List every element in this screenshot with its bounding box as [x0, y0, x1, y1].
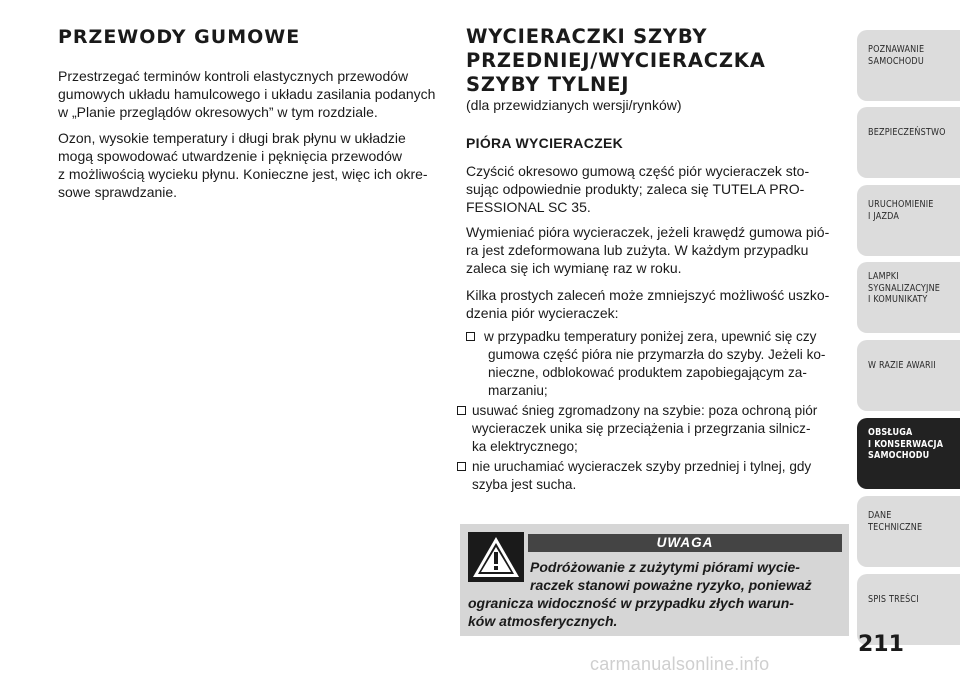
text-line: w „Planie przeglądów okresowych” w tym rozdziale.	[58, 104, 378, 120]
section-heading-wipers	[466, 25, 856, 97]
tab-label: POZNAWANIE SAMOCHODU	[868, 44, 925, 67]
text-line: Podróżowanie z zużytymi piórami wycie-	[530, 559, 800, 575]
text-line: zaleca się ich wymianę raz w roku.	[466, 260, 682, 276]
tab-obsluga-i-konserwacja[interactable]	[857, 418, 960, 489]
text-line: ków atmosferycznych.	[468, 613, 618, 629]
warning-label: UWAGA	[528, 534, 842, 552]
warning-text	[468, 558, 843, 630]
list-item	[466, 328, 852, 400]
tab-w-razie-awarii[interactable]	[857, 340, 960, 411]
versions-note: (dla przewidzianych wersji/rynków)	[466, 97, 682, 113]
tab-dane-techniczne[interactable]	[857, 496, 960, 567]
heading-line: PRZEDNIEJ/WYCIERACZKA	[466, 49, 766, 72]
text-line: gumowych układu hamulcowego i układu zasilania podanych	[58, 86, 436, 102]
bullet-line: szyba jest sucha.	[472, 477, 577, 492]
text-line: sowe sprawdzanie.	[58, 184, 178, 200]
text-line: ogranicza widoczność w przypadku złych warun-	[468, 595, 794, 611]
watermark: carmanualsonline.info	[590, 654, 770, 674]
bullet-line: gumowa część pióra nie przymarzła do szyby. Jeżeli ko-	[488, 347, 826, 362]
heading-line: SZYBY TYLNEJ	[466, 73, 630, 96]
tab-label: BEZPIECZEŃSTWO	[868, 127, 946, 138]
subsection-heading-blades: PIÓRA WYCIERACZEK	[466, 135, 624, 151]
text-line: Przestrzegać terminów kontroli elastycznych przewodów	[58, 68, 409, 84]
text-line: Czyścić okresowo gumową część piór wycieraczek sto-	[466, 163, 810, 179]
tab-lampki-sygnalizacyjne[interactable]	[857, 262, 960, 333]
checkbox-bullet-icon	[457, 462, 466, 471]
bullet-line: ka elektrycznego;	[472, 439, 578, 454]
hoses-paragraph-1	[58, 67, 438, 121]
text-line: ra jest zdeformowana lub zużyta. W każdym przypadku	[466, 242, 809, 258]
tab-label: URUCHOMIENIE I JAZDA	[868, 199, 934, 222]
checkbox-bullet-icon	[457, 406, 466, 415]
text-line: FESSIONAL SC 35.	[466, 199, 591, 215]
tab-bezpieczenstwo[interactable]	[857, 107, 960, 178]
blades-paragraph-1	[466, 162, 852, 216]
bullet-line: nieczne, odblokować produktem zapobiegającym za-	[488, 365, 807, 380]
tab-label: OBSŁUGA I KONSERWACJA SAMOCHODU	[868, 427, 944, 461]
list-item	[457, 458, 852, 494]
bullet-first-line: usuwać śnieg zgromadzony na szybie: poza ochroną piór	[472, 403, 818, 418]
bullet-first-line: w przypadku temperatury poniżej zera, upewnić się czy	[484, 329, 817, 344]
text-line: sując odpowiednie produkty; zaleca się TUTELA PRO-	[466, 181, 805, 197]
text-line: Ozon, wysokie temperatury i długi brak płynu w układzie	[58, 130, 406, 146]
tab-poznawanie-samochodu[interactable]	[857, 30, 960, 101]
tab-label: DANE TECHNICZNE	[868, 510, 923, 533]
list-item	[457, 402, 852, 456]
page-number: 211	[858, 632, 904, 657]
tab-label: LAMPKI SYGNALIZACYJNE I KOMUNIKATY	[868, 271, 941, 305]
text-line: dzenia piór wycieraczek:	[466, 305, 619, 321]
text-line: raczek stanowi poważne ryzyko, ponieważ	[530, 577, 812, 593]
icon-spacer	[468, 558, 530, 582]
blades-paragraph-3	[466, 286, 852, 322]
section-heading-hoses: PRZEWODY GUMOWE	[58, 26, 301, 48]
blades-paragraph-2	[466, 223, 852, 277]
heading-line: WYCIERACZKI SZYBY	[466, 25, 708, 48]
bullet-first-line: nie uruchamiać wycieraczek szyby przedniej i tylnej, gdy	[472, 459, 812, 474]
text-line: mogą spowodować utwardzenie i pęknięcia przewodów	[58, 148, 402, 164]
text-line: Wymieniać pióra wycieraczek, jeżeli krawędź gumowa pió-	[466, 224, 830, 240]
hoses-paragraph-2	[58, 129, 438, 201]
tab-label: SPIS TREŚCI	[868, 594, 919, 605]
warning-box	[460, 524, 849, 636]
bullet-line: wycieraczek unika się przeciążenia i przegrzania silnicz-	[472, 421, 811, 436]
tab-uruchomienie-i-jazda[interactable]	[857, 185, 960, 256]
checkbox-bullet-icon	[466, 332, 475, 341]
bullet-line: marzaniu;	[488, 383, 548, 398]
text-line: Kilka prostych zaleceń może zmniejszyć możliwość uszko-	[466, 287, 830, 303]
tab-label: W RAZIE AWARII	[868, 360, 936, 371]
text-line: z możliwością wycieku płynu. Konieczne jest, więc ich okre-	[58, 166, 428, 182]
